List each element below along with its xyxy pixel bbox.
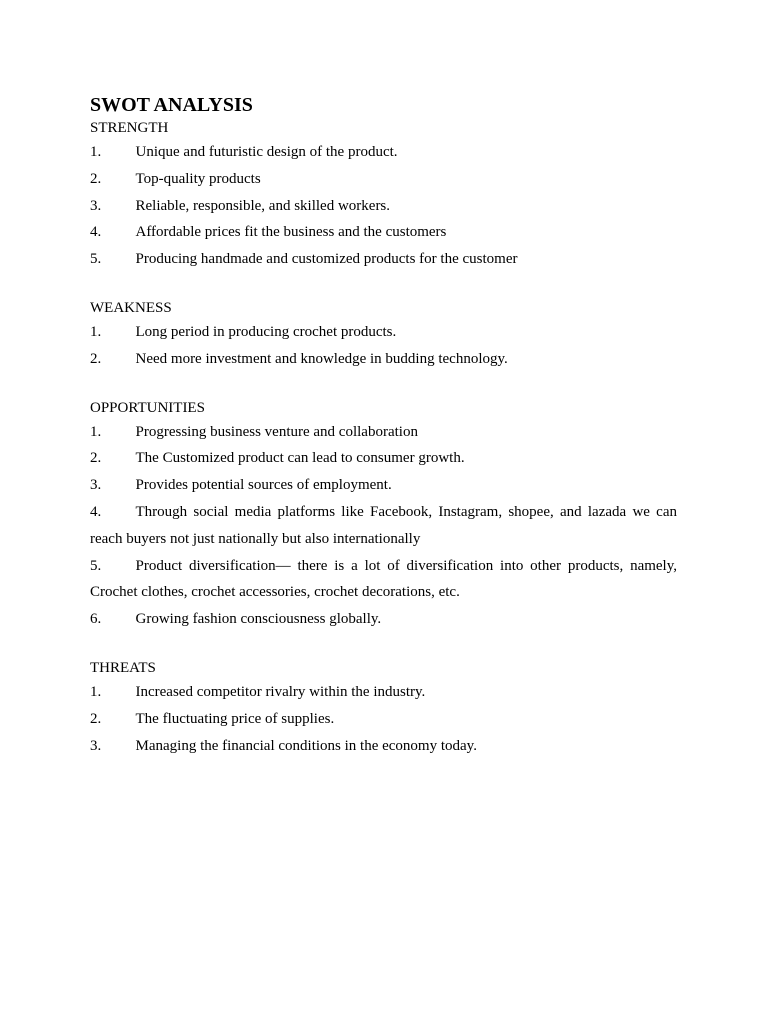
item-number: 2.: [90, 450, 102, 467]
weakness-list: [90, 319, 677, 373]
list-item: [90, 319, 677, 346]
item-text: The Customized product can lead to consumer growth.: [135, 450, 465, 467]
list-item: [90, 346, 677, 373]
item-number: 5.: [90, 251, 102, 268]
item-number: 3.: [90, 197, 102, 214]
item-text: Producing handmade and customized products for the customer: [135, 251, 518, 268]
item-number: 1.: [90, 144, 102, 160]
item-text: Need more investment and knowledge in budding technology.: [135, 350, 508, 367]
list-item: [90, 193, 677, 220]
item-text: Increased competitor rivalry within the industry.: [135, 683, 426, 700]
item-text: Managing the financial conditions in the economy today.: [135, 737, 477, 754]
list-item: [90, 445, 677, 472]
item-number: 6.: [90, 611, 102, 628]
strength-list: [90, 139, 677, 273]
item-number: 4.: [90, 224, 102, 241]
section-heading-opportunities: OPPORTUNITIES: [90, 399, 205, 416]
list-item: [90, 499, 677, 553]
opportunities-list: [90, 419, 677, 633]
list-item: [90, 679, 677, 706]
section-heading-strength: STRENGTH: [90, 120, 169, 136]
list-item: [90, 419, 677, 446]
section-heading-weakness: WEAKNESS: [90, 299, 172, 316]
page-title: SWOT ANALYSIS: [90, 94, 253, 116]
item-number: 2.: [90, 350, 102, 367]
list-item: [90, 553, 677, 607]
item-text: Growing fashion consciousness globally.: [135, 611, 382, 628]
item-number: 1.: [90, 683, 102, 700]
list-item: [90, 706, 677, 733]
item-text: Through social media platforms like Facebook, Instagram, shopee, and lazada we can reach buyers not just nationally but also internationally: [90, 503, 677, 547]
item-text: Product diversification— there is a lot of diversification into other products, namely, Crochet clothes, crochet accessories, crochet decorations, etc.: [90, 557, 677, 601]
item-text: Reliable, responsible, and skilled workers.: [135, 197, 391, 214]
list-item: [90, 472, 677, 499]
section-opportunities: [90, 399, 677, 633]
section-weakness: [90, 299, 677, 373]
item-text: Progressing business venture and collaboration: [135, 423, 418, 440]
list-item: [90, 733, 677, 760]
item-text: Top-quality products: [135, 170, 261, 187]
item-text: Affordable prices fit the business and the customers: [135, 224, 447, 241]
threats-list: [90, 679, 677, 759]
item-number: 5.: [90, 557, 102, 574]
item-number: 2.: [90, 710, 102, 727]
document-body: [90, 93, 677, 759]
item-text: Unique and futuristic design of the product.: [135, 144, 398, 160]
section-heading-threats: THREATS: [90, 659, 156, 676]
item-number: 4.: [90, 503, 102, 520]
item-text: Provides potential sources of employment.: [135, 477, 392, 494]
list-item: [90, 166, 677, 193]
list-item: [90, 606, 677, 633]
item-number: 3.: [90, 477, 102, 494]
item-text: Long period in producing crochet products.: [135, 323, 397, 340]
list-item: [90, 139, 677, 166]
item-text: The fluctuating price of supplies.: [135, 710, 335, 727]
section-strength: [90, 119, 677, 273]
item-number: 3.: [90, 737, 102, 754]
section-threats: [90, 659, 677, 759]
item-number: 2.: [90, 170, 102, 187]
item-number: 1.: [90, 423, 102, 440]
list-item: [90, 219, 677, 246]
list-item: [90, 246, 677, 273]
item-number: 1.: [90, 323, 102, 340]
